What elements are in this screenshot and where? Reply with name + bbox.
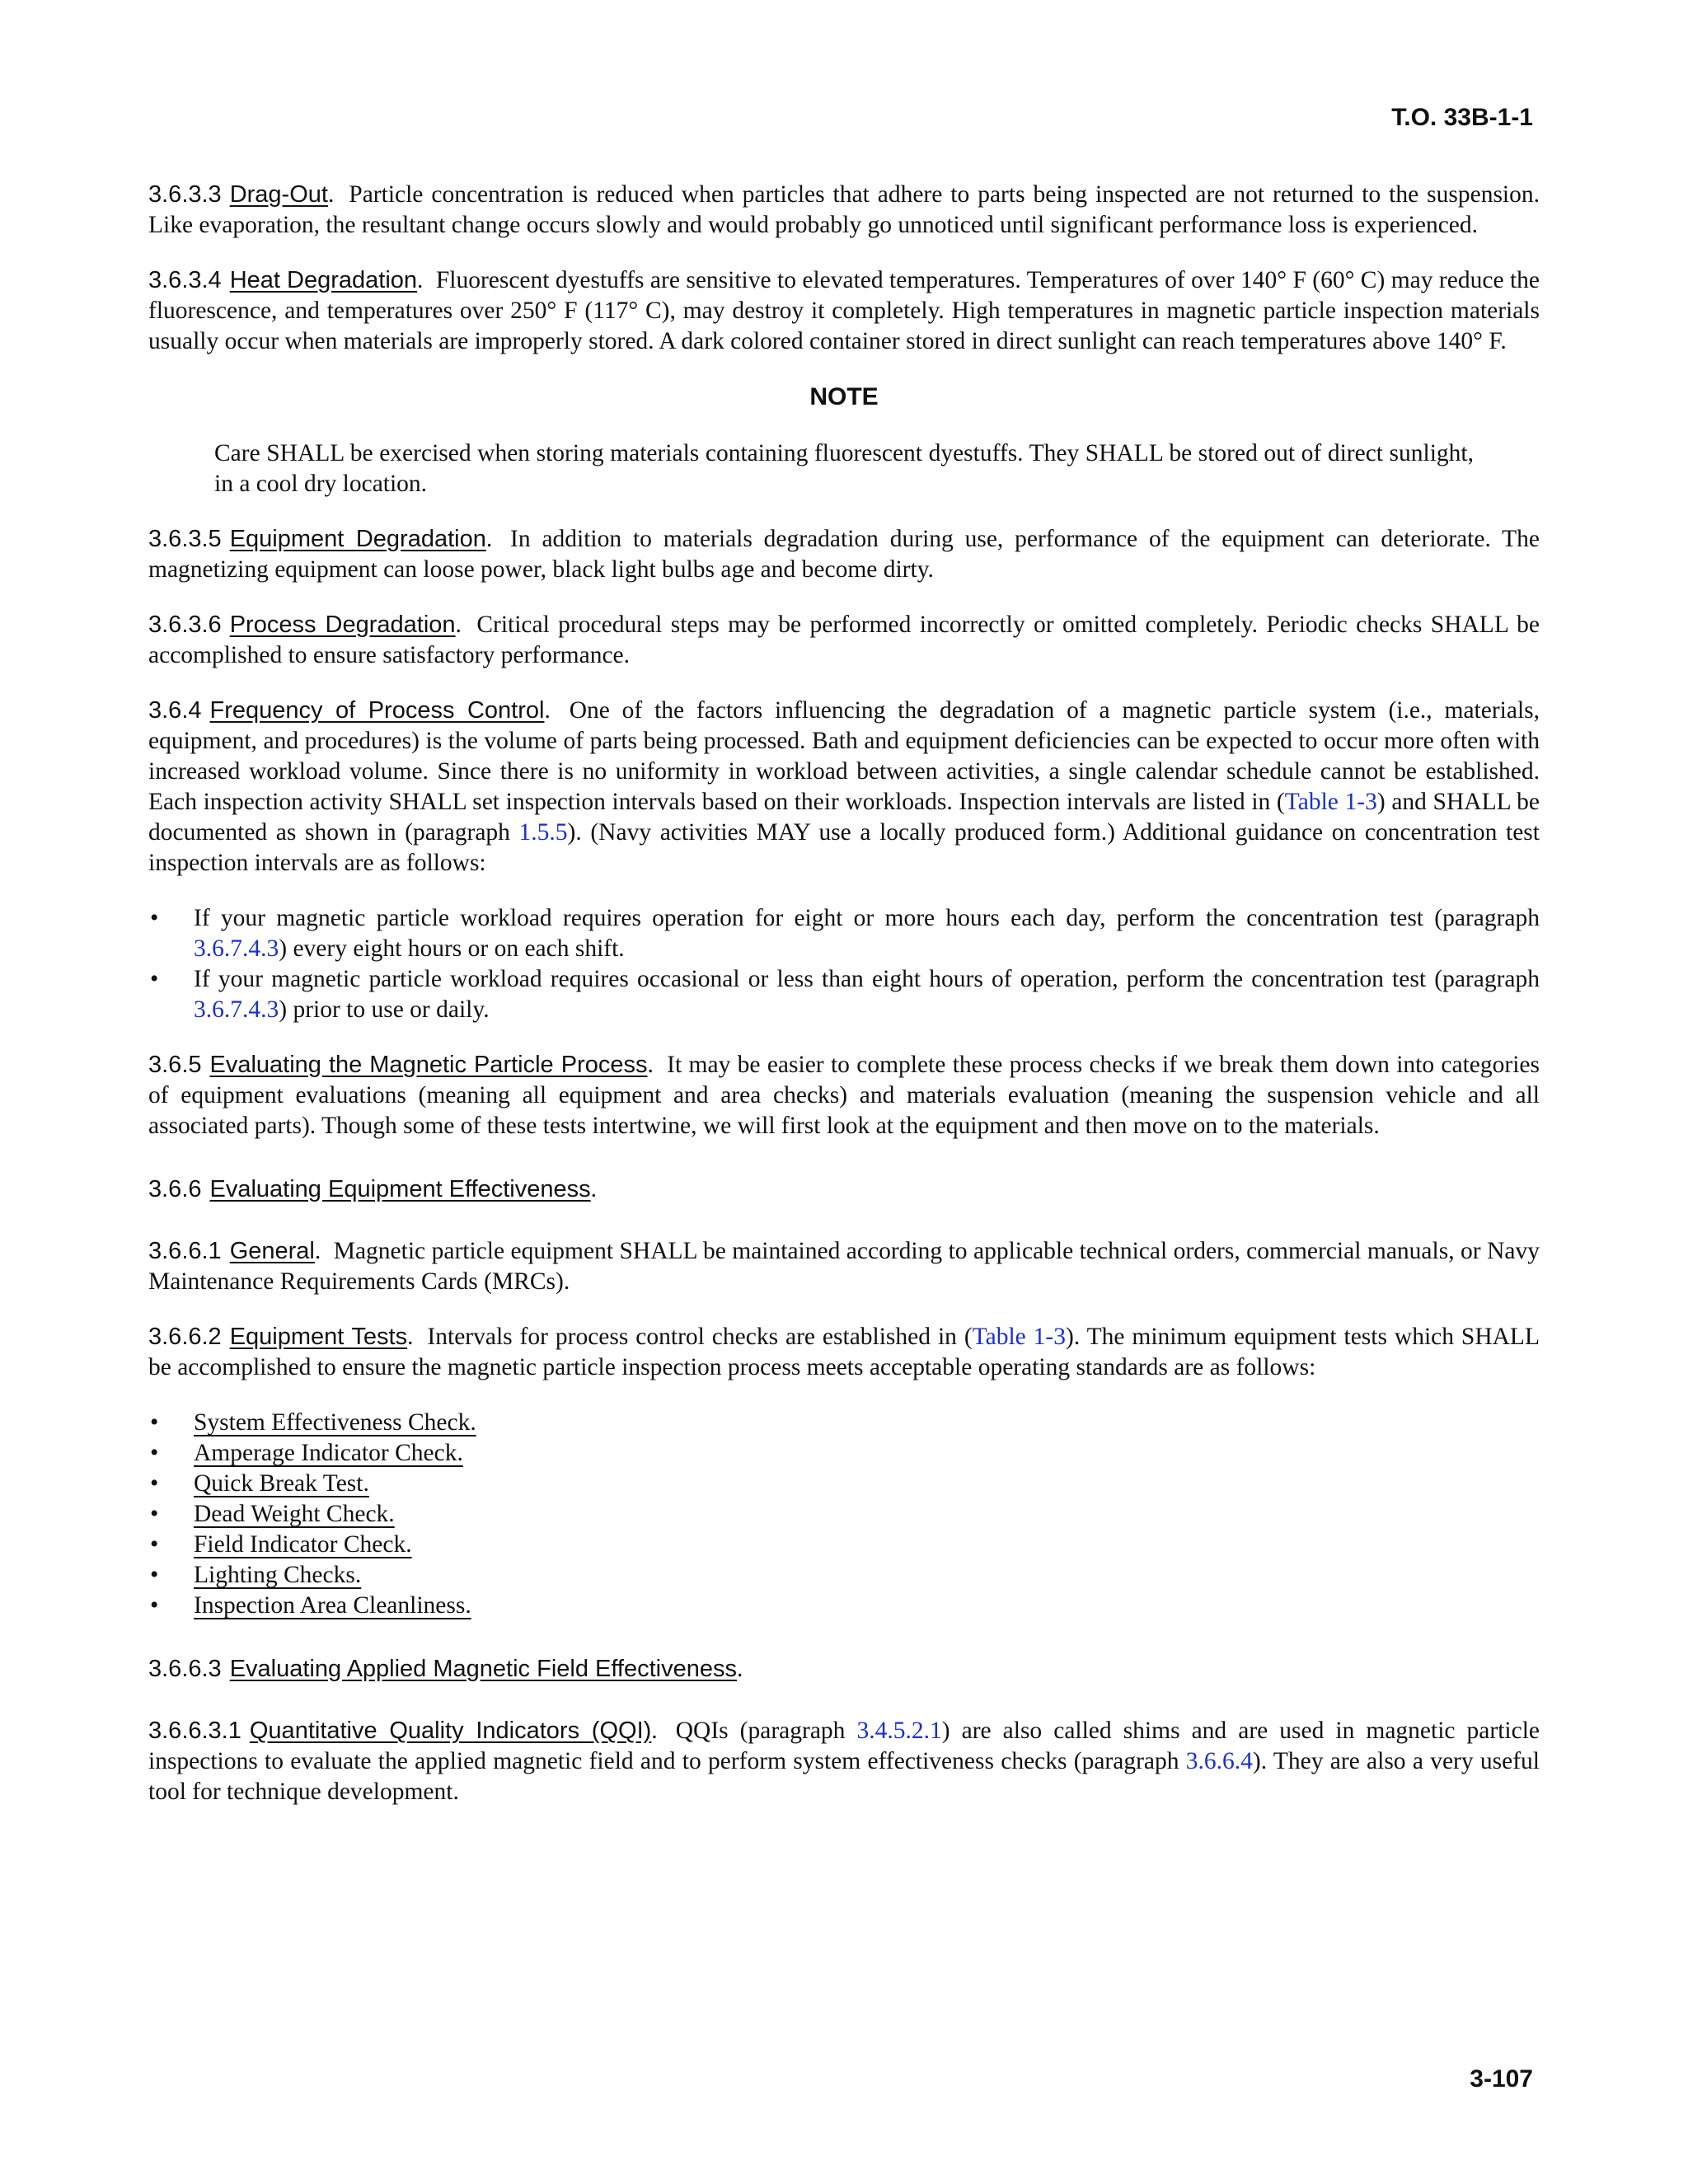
paragraph-text: ). They are also a very useful tool for technique development.	[148, 1748, 1540, 1805]
list-item	[148, 964, 1540, 1025]
paragraph-text: ). (Navy activities MAY use a locally produced form.) Additional guidance on concentration test inspection intervals are as follows:	[148, 819, 1540, 876]
note-body: Care SHALL be exercised when storing materials containing fluorescent dyestuffs. They SHALL be stored out of direct sunlight, in a cool dry location.	[214, 440, 1474, 497]
inspection-area-cleanliness-link[interactable]: Inspection Area Cleanliness.	[194, 1592, 471, 1619]
paragraph-3-6-7-4-3-link[interactable]: 3.6.7.4.3	[194, 996, 279, 1023]
paragraph-text: QQIs (paragraph	[675, 1718, 857, 1744]
dead-weight-check-link[interactable]: Dead Weight Check.	[194, 1501, 395, 1527]
section-number: 3.6.3.5	[148, 526, 222, 552]
paragraph-3-6-7-4-3-link[interactable]: 3.6.7.4.3	[194, 935, 279, 962]
list-item	[148, 1438, 1540, 1469]
section-number: 3.6.4	[148, 697, 202, 724]
list-item	[148, 1530, 1540, 1560]
paragraph-3-6-6-2: 3.6.6.2 Equipment Tests. Intervals for process control checks are established in (Table 1-3). The minimum equipment tests which SHALL be accomplished to ensure the magnetic particle inspection process meets acceptable operating standards are as follows:	[148, 1324, 1540, 1380]
section-heading: Evaluating Applied Magnetic Field Effectiveness	[229, 1656, 737, 1682]
paragraph-text: Particle concentration is reduced when particles that adhere to parts being inspected are not returned to the suspension. Like evaporation, the resultant change occurs slowly and would probably go unnoticed until significant performance loss is experienced.	[148, 181, 1540, 238]
section-heading: Drag-Out	[229, 181, 328, 208]
section-number: 3.6.6.1	[148, 1238, 222, 1264]
heading-3-6-6: 3.6.6 Evaluating Equipment Effectiveness.	[148, 1176, 598, 1202]
section-heading: Quantitative Quality Indicators (QQI)	[249, 1718, 652, 1744]
paragraph-text: Fluorescent dyestuffs are sensitive to elevated temperatures. Temperatures of over 140° F (60° C) may reduce the fluorescence, and temperatures over 250° F (117° C), may destroy it completely. High temperatures in magnetic particle inspection materials usually occur when materials are improperly stored. A dark colored container stored in direct sunlight can reach temperatures above 140° F.	[148, 267, 1540, 354]
list-item-text: ) prior to use or daily.	[279, 996, 490, 1023]
field-indicator-check-link[interactable]: Field Indicator Check.	[194, 1531, 412, 1558]
concentration-guidance-list	[148, 903, 1540, 1025]
paragraph-text: Critical procedural steps may be performed incorrectly or omitted completely. Periodic checks SHALL be accomplished to ensure satisfactory performance.	[148, 612, 1540, 668]
system-effectiveness-check-link[interactable]: System Effectiveness Check.	[194, 1409, 476, 1436]
paragraph-text: ) and SHALL be documented as shown in (paragraph	[148, 789, 1540, 846]
list-item-text: If your magnetic particle workload requires operation for eight or more hours each day, perform the concentration test (paragraph	[194, 905, 1540, 931]
paragraph-1-5-5-link[interactable]: 1.5.5	[518, 819, 568, 846]
paragraph-3-6-5: 3.6.5 Evaluating the Magnetic Particle Process. It may be easier to complete these process checks if we break them down into categories of equipment evaluations (meaning all equipment and area checks) and materials evaluation (meaning the suspension vehicle and all associated parts). Though some of these tests intertwine, we will first look at the equipment and then move on to the materials.	[148, 1052, 1540, 1139]
list-item	[148, 1499, 1540, 1530]
list-item-text: ) every eight hours or on each shift.	[279, 935, 625, 962]
list-item	[148, 1560, 1540, 1591]
section-heading: General	[229, 1238, 315, 1264]
section-heading: Equipment Tests	[229, 1324, 408, 1350]
heading-3-6-6-3: 3.6.6.3 Evaluating Applied Magnetic Field Effectiveness.	[148, 1656, 743, 1682]
paragraph-text: In addition to materials degradation during use, performance of the equipment can deteriorate. The magnetizing equipment can loose power, black light bulbs age and become dirty.	[148, 526, 1540, 583]
lighting-checks-link[interactable]: Lighting Checks.	[194, 1562, 362, 1588]
document-id-header: T.O. 33B-1-1	[1391, 104, 1533, 131]
paragraph-3-6-3-5: 3.6.3.5 Equipment Degradation. In addition to materials degradation during use, performance of the equipment can deteriorate. The magnetizing equipment can loose power, black light bulbs age and become dirty.	[148, 526, 1540, 583]
section-number: 3.6.6.3	[148, 1656, 222, 1682]
list-item	[148, 903, 1540, 964]
paragraph-3-6-6-4-link[interactable]: 3.6.6.4	[1185, 1748, 1253, 1774]
section-heading: Equipment Degradation	[229, 526, 486, 552]
equipment-tests-list	[148, 1408, 1540, 1621]
paragraph-3-6-3-4: 3.6.3.4 Heat Degradation. Fluorescent dyestuffs are sensitive to elevated temperatures. Temperatures of over 140° F (60° C) may reduce the fluorescence, and temperatures over 250° F (117° C), may destroy it completely. High temperatures in magnetic particle inspection materials usually occur when materials are improperly stored. A dark colored container stored in direct sunlight can reach temperatures above 140° F.	[148, 267, 1540, 354]
section-number: 3.6.6.3.1	[148, 1718, 241, 1744]
paragraph-text: ) are also called shims and are used in magnetic particle inspections to evaluate the applied magnetic field and to perform system effectiveness checks (paragraph	[148, 1718, 1540, 1774]
list-item	[148, 1408, 1540, 1438]
paragraph-3-6-4: 3.6.4 Frequency of Process Control. One of the factors influencing the degradation of a magnetic particle system (i.e., materials, equipment, and procedures) is the volume of parts being processed. Bath and equipment deficiencies can be expected to occur more often with increased workload volume. Since there is no uniformity in workload between activities, a single calendar schedule cannot be established. Each inspection activity SHALL set inspection intervals based on their workloads. Inspection intervals are listed in (Table 1-3) and SHALL be documented as shown in (paragraph 1.5.5). (Navy activities MAY use a locally produced form.) Additional guidance on concentration test inspection intervals are as follows:	[148, 697, 1540, 876]
table-1-3-link[interactable]: Table 1-3	[1284, 789, 1377, 815]
paragraph-text: Magnetic particle equipment SHALL be maintained according to applicable technical orders, commercial manuals, or Navy Maintenance Requirements Cards (MRCs).	[148, 1238, 1540, 1295]
section-number: 3.6.5	[148, 1052, 202, 1078]
paragraph-3-6-6-3-1: 3.6.6.3.1 Quantitative Quality Indicators (QQI). QQIs (paragraph 3.4.5.2.1) are also called shims and are used in magnetic particle inspections to evaluate the applied magnetic field and to perform system effectiveness checks (paragraph 3.6.6.4). They are also a very useful tool for technique development.	[148, 1718, 1540, 1805]
list-item-text: If your magnetic particle workload requires occasional or less than eight hours of operation, perform the concentration test (paragraph	[194, 966, 1540, 992]
paragraph-3-6-6-1: 3.6.6.1 General. Magnetic particle equipment SHALL be maintained according to applicable technical orders, commercial manuals, or Navy Maintenance Requirements Cards (MRCs).	[148, 1238, 1540, 1295]
section-number: 3.6.3.3	[148, 181, 222, 208]
paragraph-3-6-3-3: 3.6.3.3 Drag-Out. Particle concentration is reduced when particles that adhere to parts being inspected are not returned to the suspension. Like evaporation, the resultant change occurs slowly and would probably go unnoticed until significant performance loss is experienced.	[148, 181, 1540, 238]
table-1-3-link[interactable]: Table 1-3	[972, 1324, 1066, 1350]
paragraph-text: ). The minimum equipment tests which SHALL be accomplished to ensure the magnetic particle inspection process meets acceptable operating standards are as follows:	[148, 1324, 1540, 1380]
list-item	[148, 1469, 1540, 1499]
quick-break-test-link[interactable]: Quick Break Test.	[194, 1470, 369, 1497]
amperage-indicator-check-link[interactable]: Amperage Indicator Check.	[194, 1440, 463, 1466]
page-content	[148, 180, 1540, 1832]
paragraph-text: One of the factors influencing the degradation of a magnetic particle system (i.e., materials, equipment, and procedures) is the volume of parts being processed. Bath and equipment deficiencies can be expected to occur more often with increased workload volume. Since there is no uniformity in workload between activities, a single calendar schedule cannot be established. Each inspection activity SHALL set inspection intervals based on their workloads. Inspection intervals are listed in (	[148, 697, 1540, 815]
section-number: 3.6.3.4	[148, 267, 222, 293]
note-title: NOTE	[809, 383, 879, 410]
paragraph-3-6-3-6: 3.6.3.6 Process Degradation. Critical procedural steps may be performed incorrectly or omitted completely. Periodic checks SHALL be accomplished to ensure satisfactory performance.	[148, 612, 1540, 668]
section-number: 3.6.6.2	[148, 1324, 222, 1350]
section-heading: Evaluating the Magnetic Particle Process	[209, 1052, 648, 1078]
paragraph-3-4-5-2-1-link[interactable]: 3.4.5.2.1	[856, 1718, 942, 1744]
section-heading: Frequency of Process Control	[209, 697, 545, 724]
section-number: 3.6.3.6	[148, 612, 222, 638]
section-heading: Evaluating Equipment Effectiveness	[209, 1176, 591, 1202]
page-number-footer: 3-107	[1470, 2065, 1533, 2093]
section-heading: Heat Degradation	[229, 267, 418, 293]
section-number: 3.6.6	[148, 1176, 202, 1202]
paragraph-text: Intervals for process control checks are established in (	[427, 1324, 973, 1350]
section-heading: Process Degradation	[229, 612, 456, 638]
list-item	[148, 1591, 1540, 1621]
paragraph-text: It may be easier to complete these process checks if we break them down into categories of equipment evaluations (meaning all equipment and area checks) and materials evaluation (meaning the suspension vehicle and all associated parts). Though some of these tests intertwine, we will first look at the equipment and then move on to the materials.	[148, 1052, 1540, 1139]
